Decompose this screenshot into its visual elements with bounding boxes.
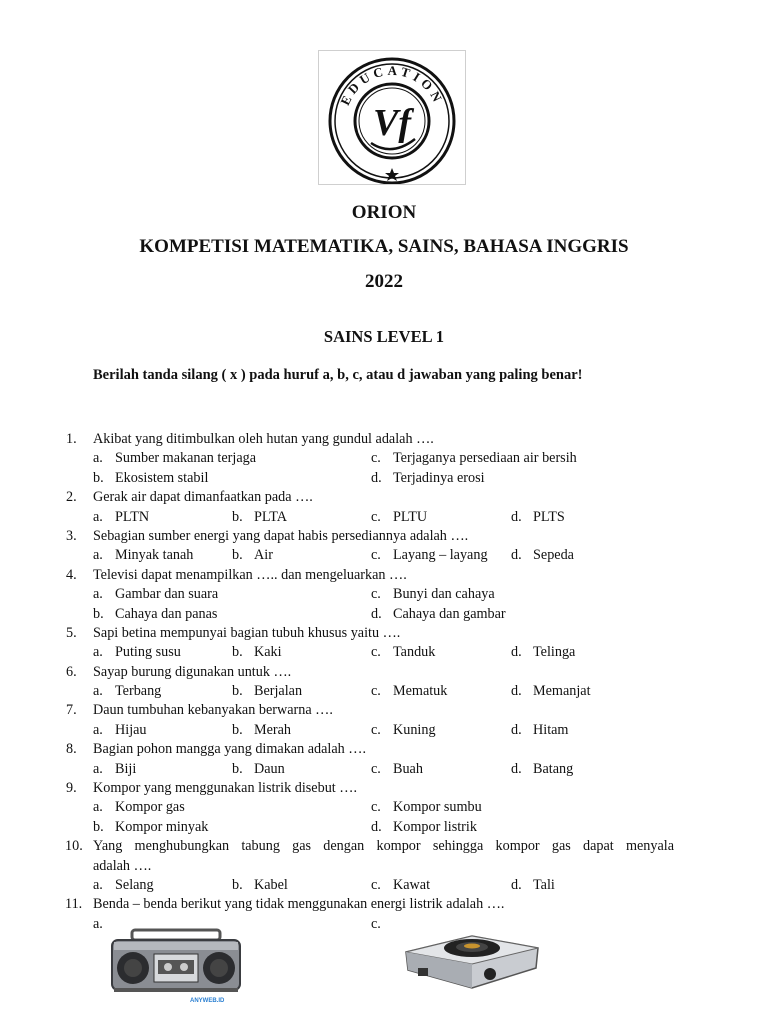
option: c. Buah: [371, 760, 423, 777]
question-number: 4.: [66, 566, 77, 583]
question-3: [0, 527, 768, 546]
question-number: 10.: [65, 838, 83, 855]
option: a. PLTN: [93, 508, 150, 525]
option: d. Batang: [511, 760, 574, 777]
options-row: [0, 876, 768, 895]
vf-education-seal-icon: [319, 51, 465, 184]
option: b. Cahaya dan panas: [93, 605, 218, 622]
question-number: 5.: [66, 624, 77, 641]
question-text: Kompor yang menggunakan listrik disebut ….: [93, 780, 358, 797]
radio-cassette-image: [110, 928, 242, 1004]
option: b. Berjalan: [232, 683, 303, 700]
option: b. Daun: [232, 760, 285, 777]
option: a. Minyak tanah: [93, 547, 194, 564]
radio-cassette-icon: [110, 928, 242, 1004]
option: c. Bunyi dan cahaya: [371, 586, 495, 603]
question-text: Benda – benda berikut yang tidak menggunakan energi listrik adalah ….: [93, 896, 505, 913]
org-title: ORION: [351, 202, 417, 223]
question-text: Daun tumbuhan kebanyakan berwarna ….: [93, 702, 333, 719]
option: d. Telinga: [511, 644, 576, 661]
year-title: 2022: [365, 271, 403, 292]
education-logo: [318, 50, 466, 185]
question-7: [0, 701, 768, 720]
option: a. Terbang: [93, 683, 162, 700]
logo-ring-text: EDUCATION: [337, 62, 447, 108]
options-row: [0, 585, 768, 604]
option: b. Ekosistem stabil: [93, 469, 209, 486]
option: a. Selang: [93, 876, 154, 893]
options-row: [0, 682, 768, 701]
logo-monogram: Vf: [373, 102, 411, 144]
question-list: [0, 430, 768, 934]
options-row: [0, 449, 768, 468]
options-row: [0, 508, 768, 527]
option: c. Terjaganya persediaan air bersih: [371, 450, 577, 467]
option: b. PLTA: [232, 508, 288, 525]
question-text-continued: [0, 857, 768, 876]
question-1: [0, 430, 768, 449]
option: d. PLTS: [511, 508, 565, 525]
question-6: [0, 663, 768, 682]
subject-title: SAINS LEVEL 1: [323, 327, 445, 346]
option: b. Merah: [232, 721, 292, 738]
option: c. Tanduk: [371, 644, 436, 661]
question-number: 1.: [66, 431, 77, 447]
option: a. Kompor gas: [93, 799, 185, 816]
gas-stove-icon: [400, 930, 542, 992]
option: d. Cahaya dan gambar: [371, 605, 506, 622]
watermark-text: ANYWEB.ID: [190, 998, 225, 1004]
question-text: Yang menghubungkan tabung gas dengan kompor sehingga kompor gas dapat menyala: [93, 838, 674, 855]
gas-stove-image: [400, 930, 542, 992]
option: c. Kompor sumbu: [371, 799, 482, 816]
question-text: Sayap burung digunakan untuk ….: [93, 663, 292, 680]
option: d. Kompor listrik: [371, 818, 477, 835]
question-number: 7.: [66, 702, 77, 719]
options-row: [0, 818, 768, 837]
options-row: [0, 760, 768, 779]
options-row: [0, 721, 768, 740]
options-row: [0, 546, 768, 565]
question-text: Sebagian sumber energi yang dapat habis persediannya adalah ….: [93, 527, 469, 544]
option: a. Hijau: [93, 721, 147, 738]
option: b. Kabel: [232, 876, 288, 893]
question-4: [0, 566, 768, 585]
option: b. Kaki: [232, 644, 282, 661]
option: c. Layang – layang: [371, 547, 488, 564]
option: a. Biji: [93, 760, 137, 777]
options-row: [0, 643, 768, 662]
question-number: 6.: [66, 663, 77, 680]
question-text: Akibat yang ditimbulkan oleh hutan yang gundul adalah ….: [93, 431, 434, 447]
option: d. Terjadinya erosi: [371, 469, 485, 486]
options-row: [0, 798, 768, 817]
question-number: 2.: [66, 489, 77, 506]
question-text-line-2: adalah ….: [93, 857, 152, 874]
question-11: [0, 895, 768, 914]
question-2: [0, 488, 768, 507]
option: d. Hitam: [511, 721, 569, 738]
option: c. PLTU: [371, 508, 428, 525]
option: a. Gambar dan suara: [93, 586, 219, 603]
option: c. Kawat: [371, 876, 431, 893]
competition-title: KOMPETISI MATEMATIKA, SAINS, BAHASA INGGRIS: [139, 236, 629, 257]
option: c.: [371, 915, 381, 932]
option: d. Memanjat: [511, 683, 591, 700]
question-text: Televisi dapat menampilkan ….. dan mengeluarkan ….: [93, 566, 407, 583]
question-text: Sapi betina mempunyai bagian tubuh khusus yaitu ….: [93, 624, 401, 641]
option: b. Air: [232, 547, 273, 564]
question-text: Gerak air dapat dimanfaatkan pada ….: [93, 489, 313, 506]
option: c. Kuning: [371, 721, 436, 738]
question-10: [0, 837, 768, 856]
option: a.: [93, 915, 103, 932]
question-text: Bagian pohon mangga yang dimakan adalah ….: [93, 741, 367, 758]
option: a. Sumber makanan terjaga: [93, 450, 257, 467]
option: a. Puting susu: [93, 644, 181, 661]
question-number: 9.: [66, 780, 77, 797]
options-row: [0, 605, 768, 624]
option: b. Kompor minyak: [93, 818, 209, 835]
question-9: [0, 779, 768, 798]
option: d. Sepeda: [511, 547, 574, 564]
instruction-text: Berilah tanda silang ( x ) pada huruf a, b, c, atau d jawaban yang paling benar!: [93, 367, 583, 383]
question-number: 3.: [66, 527, 77, 544]
question-5: [0, 624, 768, 643]
option: d. Tali: [511, 876, 555, 893]
question-8: [0, 740, 768, 759]
question-number: 8.: [66, 741, 77, 758]
question-number: 11.: [65, 896, 83, 913]
option: c. Mematuk: [371, 683, 448, 700]
options-row: [0, 469, 768, 488]
